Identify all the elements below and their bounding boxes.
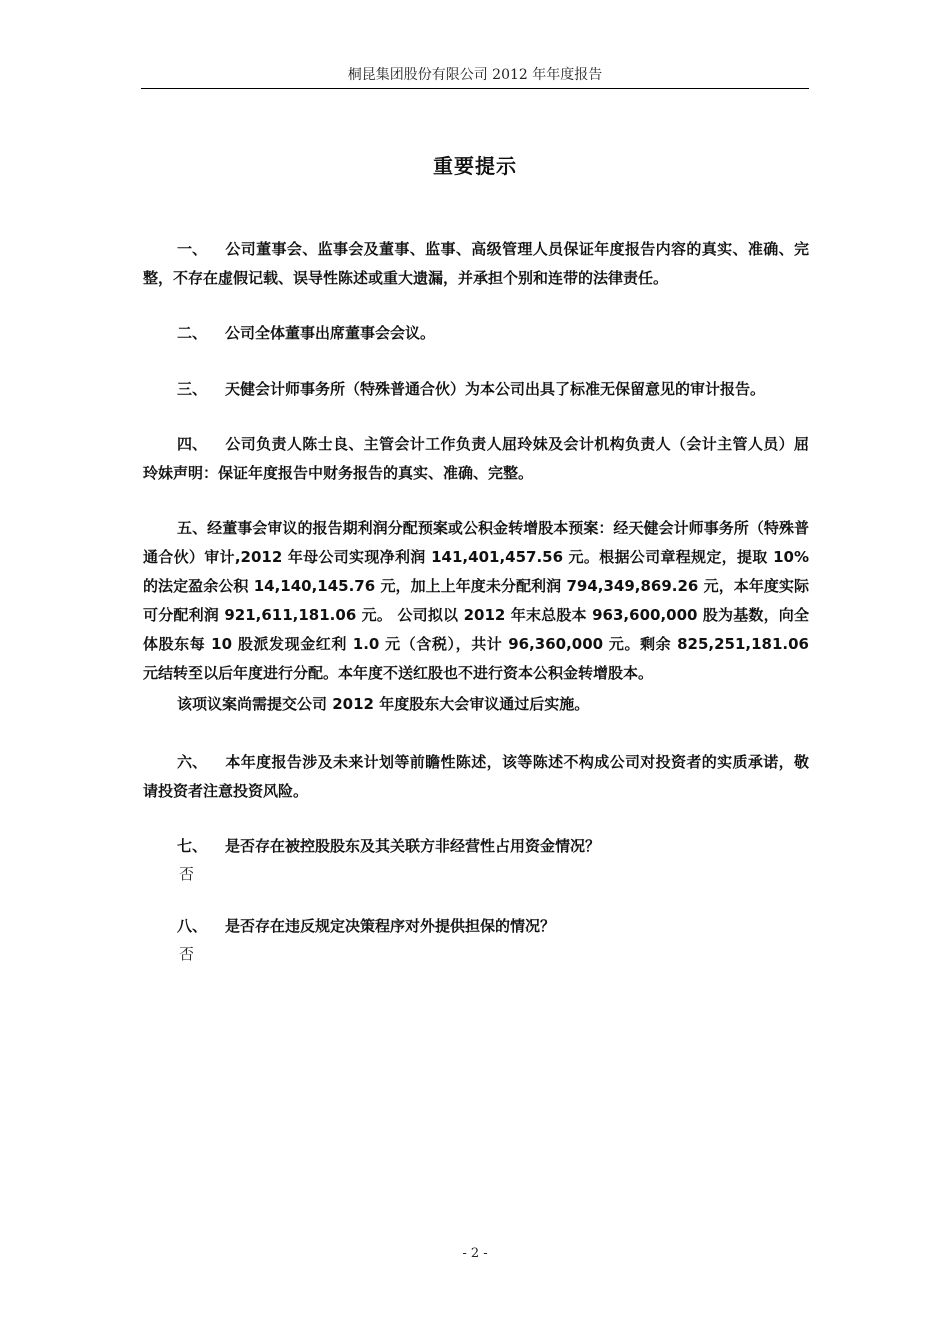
page-title: 重要提示 bbox=[433, 154, 517, 178]
item-text: 经董事会审议的报告期利润分配预案或公积金转增股本预案：经天健会计师事务所（特殊普通合伙）审计,2012 年母公司实现净利润 141,401,457.56 元。根据公司章程规定，提取 10%的法定盈余公积 14,140,145.76 元，加上上年度未分配利润 794,349,869.26 元，本年度实际可分配利润 921,611,181.06 元。 公司拟以 2012 年末总股本 963,600,000 股为基数，向全体股东每 10 股派发现金红利 1.0 元（含税），共计 96,360,000 元。剩余 825,251,181.06 元结转至以后年度进行分配。本年度不送红股也不进行资本公积金转增股本。 bbox=[143, 519, 809, 682]
item-extra-text: 该项议案尚需提交公司 2012 年度股东大会审议通过后实施。 bbox=[177, 695, 590, 713]
item-7-answer: 否 bbox=[179, 865, 195, 883]
item-number: 八、 bbox=[177, 917, 208, 935]
item-number: 三、 bbox=[177, 380, 208, 398]
item-text: 是否存在违反规定决策程序对外提供担保的情况？ bbox=[225, 917, 556, 935]
item-number: 一、 bbox=[177, 240, 208, 258]
item-text: 公司全体董事出席董事会会议。 bbox=[225, 324, 436, 342]
item-8-answer: 否 bbox=[179, 945, 195, 963]
item-text: 公司董事会、监事会及董事、监事、高级管理人员保证年度报告内容的真实、准确、完整，不存在虚假记载、误导性陈述或重大遗漏，并承担个别和连带的法律责任。 bbox=[143, 240, 809, 287]
item-text: 是否存在被控股股东及其关联方非经营性占用资金情况？ bbox=[225, 837, 601, 855]
notice-item-3 bbox=[143, 375, 809, 404]
item-number: 六、 bbox=[177, 753, 208, 771]
item-number: 五、 bbox=[177, 519, 208, 537]
item-text: 公司负责人陈士良、主管会计工作负责人屈玲妹及会计机构负责人（会计主管人员）屈玲妹声明：保证年度报告中财务报告的真实、准确、完整。 bbox=[143, 435, 809, 482]
header-text: 桐昆集团股份有限公司 2012 年年度报告 bbox=[347, 67, 603, 83]
page-header bbox=[141, 66, 809, 89]
item-number: 二、 bbox=[177, 324, 208, 342]
notice-item-5-extra bbox=[143, 690, 809, 719]
notice-item-4 bbox=[143, 430, 809, 488]
notice-item-5 bbox=[143, 514, 809, 688]
item-text: 天健会计师事务所（特殊普通合伙）为本公司出具了标准无保留意见的审计报告。 bbox=[225, 380, 766, 398]
notice-item-8 bbox=[143, 912, 809, 941]
page-number: - 2 - bbox=[462, 1246, 488, 1261]
item-number: 四、 bbox=[177, 435, 208, 453]
item-text: 本年度报告涉及未来计划等前瞻性陈述，该等陈述不构成公司对投资者的实质承诺，敬请投资者注意投资风险。 bbox=[143, 753, 809, 800]
notice-item-7 bbox=[143, 832, 809, 861]
notice-item-1 bbox=[143, 235, 809, 293]
notice-item-2 bbox=[143, 319, 809, 348]
notice-item-6 bbox=[143, 748, 809, 806]
item-number: 七、 bbox=[177, 837, 208, 855]
